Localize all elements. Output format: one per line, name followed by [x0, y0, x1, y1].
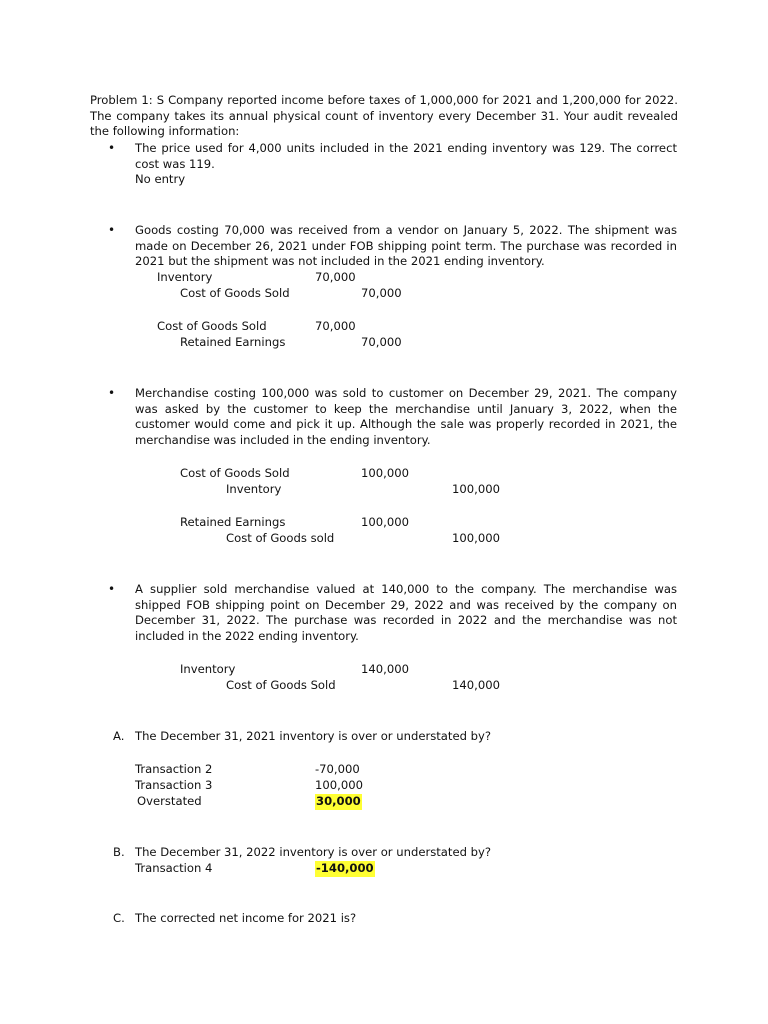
answer-highlight-value: -140,000 — [316, 861, 374, 875]
question-c-label: C. — [113, 911, 125, 925]
answer-row-value: -70,000 — [315, 762, 360, 776]
entry-account: Inventory — [180, 662, 236, 676]
entry-credit: 140,000 — [452, 678, 500, 692]
bullet-marker: • — [108, 141, 116, 155]
entry-credit: 100,000 — [452, 531, 500, 545]
entry-account: Cost of Goods Sold — [226, 678, 336, 692]
answer-row-name: Transaction 2 — [135, 762, 213, 776]
entry-account: Inventory — [157, 270, 213, 284]
question-a-label: A. — [113, 729, 125, 743]
question-b-text: The December 31, 2022 inventory is over or understated by? — [135, 845, 492, 859]
item-1-text: The price used for 4,000 units included in the 2021 ending inventory was 129. The correct cost was 119. — [135, 141, 677, 171]
entry-debit: 100,000 — [361, 515, 409, 529]
answer-row-name: Transaction 4 — [135, 861, 213, 875]
entry-account: Retained Earnings — [180, 515, 286, 529]
item-2-text: Goods costing 70,000 was received from a vendor on January 5, 2022. The shipment was made on December 26, 2021 under FOB shipping point term. The purchase was recorded in 2021 but the shipment was not included in the 2021 ending inventory. — [135, 223, 677, 268]
problem-intro: Problem 1: S Company reported income before taxes of 1,000,000 for 2021 and 1,200,000 for 2022. The company takes its annual physical count of inventory every December 31. Your audit revealed the following information: — [90, 93, 678, 138]
question-c-text: The corrected net income for 2021 is? — [135, 911, 357, 925]
item-3-text: Merchandise costing 100,000 was sold to customer on December 29, 2021. The company was asked by the customer to keep the merchandise until January 3, 2022, when the customer would come and pick it up. Although the sale was properly recorded in 2021, the merchandise was included in the ending inventory. — [135, 386, 677, 447]
question-a-text: The December 31, 2021 inventory is over or understated by? — [135, 729, 492, 743]
answer-row-name: Transaction 3 — [135, 778, 213, 792]
entry-account: Inventory — [226, 482, 282, 496]
answer-row-value: 100,000 — [315, 778, 363, 792]
entry-account: Cost of Goods Sold — [180, 466, 290, 480]
entry-account: Cost of Goods sold — [226, 531, 335, 545]
bullet-marker: • — [108, 223, 116, 237]
bullet-marker: • — [108, 386, 116, 400]
entry-credit: 100,000 — [452, 482, 500, 496]
question-b-label: B. — [113, 845, 125, 859]
answer-row-name: Overstated — [137, 794, 202, 808]
item-1-note: No entry — [135, 172, 186, 186]
entry-account: Cost of Goods Sold — [180, 286, 290, 300]
entry-account: Retained Earnings — [180, 335, 286, 349]
entry-debit: 140,000 — [361, 662, 409, 676]
entry-debit: 70,000 — [315, 270, 356, 284]
bullet-marker: • — [108, 582, 116, 596]
answer-highlight-value: 30,000 — [316, 794, 361, 808]
entry-account: Cost of Goods Sold — [157, 319, 267, 333]
item-4-text: A supplier sold merchandise valued at 140,000 to the company. The merchandise was shipped FOB shipping point on December 29, 2022 and was received by the company on December 31, 2022. The purchase was recorded in 2022 and the merchandise was not included in the 2022 ending inventory. — [135, 582, 677, 643]
entry-debit: 100,000 — [361, 466, 409, 480]
entry-debit: 70,000 — [315, 319, 356, 333]
entry-credit: 70,000 — [361, 286, 402, 300]
entry-credit: 70,000 — [361, 335, 402, 349]
